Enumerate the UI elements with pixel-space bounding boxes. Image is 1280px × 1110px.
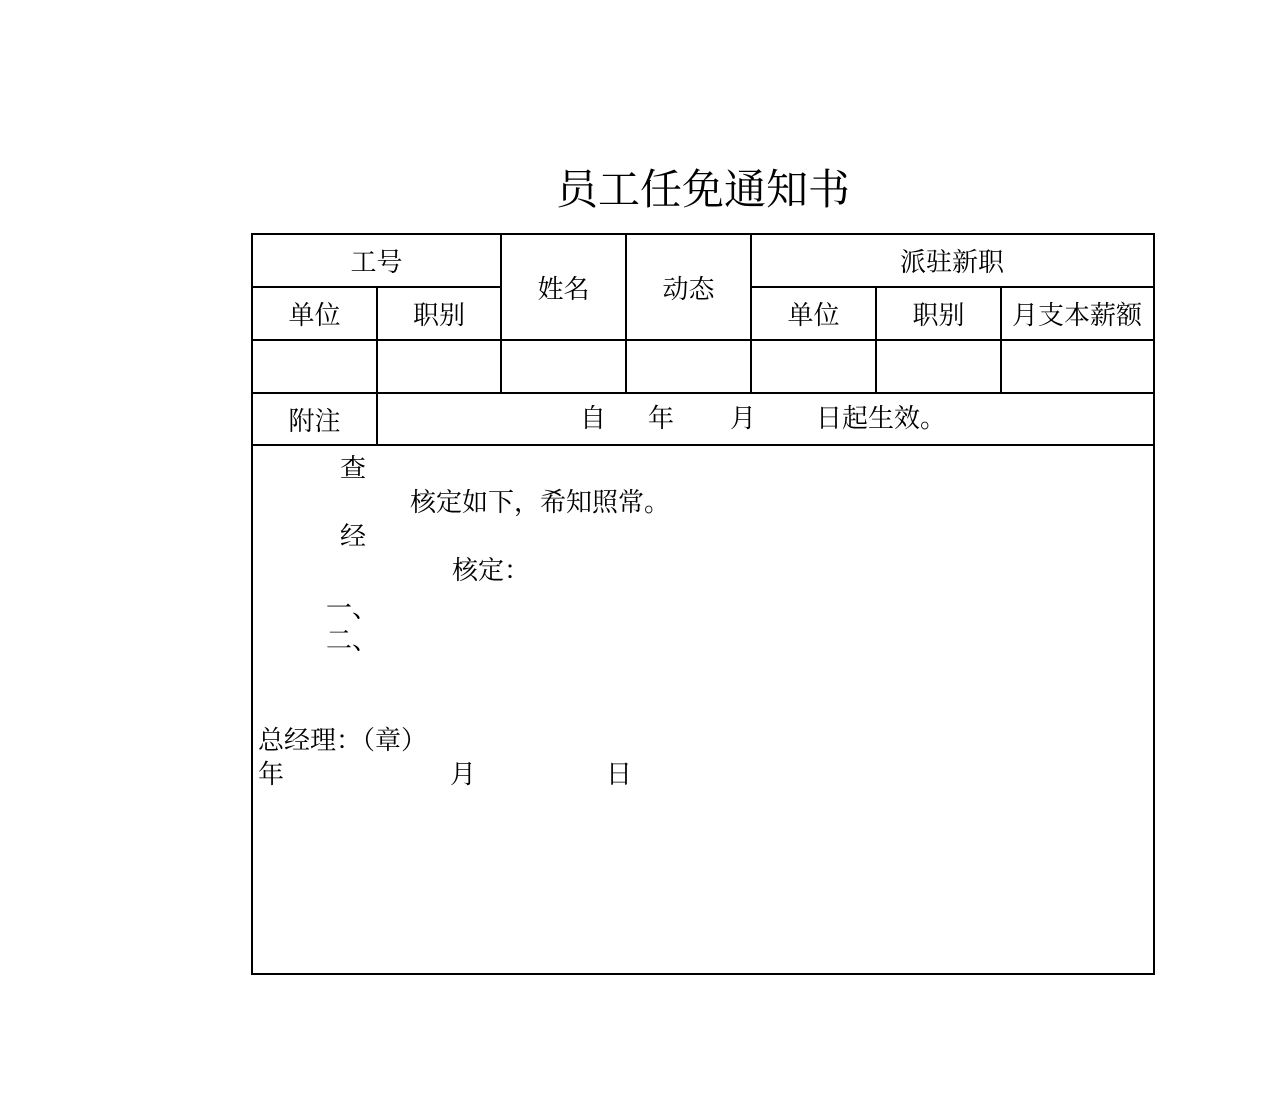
header-yuexin: 月支本薪额 <box>1011 301 1142 331</box>
data-cell-new-danwei[interactable] <box>751 340 876 393</box>
table-border-bottom <box>251 973 1155 975</box>
data-cell-old-zhibie[interactable] <box>377 340 501 393</box>
body-heding-line: 核定如下，希知照常。 <box>410 488 671 518</box>
data-cell-old-danwei[interactable] <box>252 340 377 393</box>
header-xingming: 姓名 <box>537 274 590 305</box>
body-item-1: 一、 <box>326 594 379 624</box>
body-date-ri: 日 <box>606 760 633 790</box>
header-gonghao: 工号 <box>350 248 403 278</box>
data-cell-dongtai[interactable] <box>626 340 751 393</box>
body-manager-signature: 总经理：（章） <box>258 726 428 756</box>
header-new-zhibie: 职别 <box>912 301 965 331</box>
body-date-nian: 年 <box>258 760 285 790</box>
data-cell-new-zhibie[interactable] <box>876 340 1001 393</box>
header-old-zhibie: 职别 <box>412 301 465 331</box>
header-dongtai: 动态 <box>662 274 715 305</box>
header-paizhu-xinzhi: 派驻新职 <box>899 248 1004 278</box>
data-cell-yuexin[interactable] <box>1001 340 1153 393</box>
note-nian: 年 <box>648 404 675 434</box>
note-yue: 月 <box>730 404 757 434</box>
data-cell-xingming[interactable] <box>501 340 626 393</box>
body-item-2: 二、 <box>326 626 379 656</box>
note-ri-qi-shengxiao: 日起生效。 <box>816 404 947 434</box>
header-new-danwei: 单位 <box>787 301 840 331</box>
document-title: 员工任免通知书 <box>555 165 850 214</box>
body-cha: 查 <box>340 454 367 484</box>
body-heding: 核定： <box>452 556 531 586</box>
body-jing: 经 <box>340 522 367 552</box>
note-label: 附注 <box>288 406 341 437</box>
row-divider-note-bottom <box>251 444 1155 446</box>
note-zi: 自 <box>580 404 607 434</box>
body-date-yue: 月 <box>450 760 477 790</box>
table-border-right <box>1153 233 1155 975</box>
header-old-danwei: 单位 <box>288 301 341 331</box>
